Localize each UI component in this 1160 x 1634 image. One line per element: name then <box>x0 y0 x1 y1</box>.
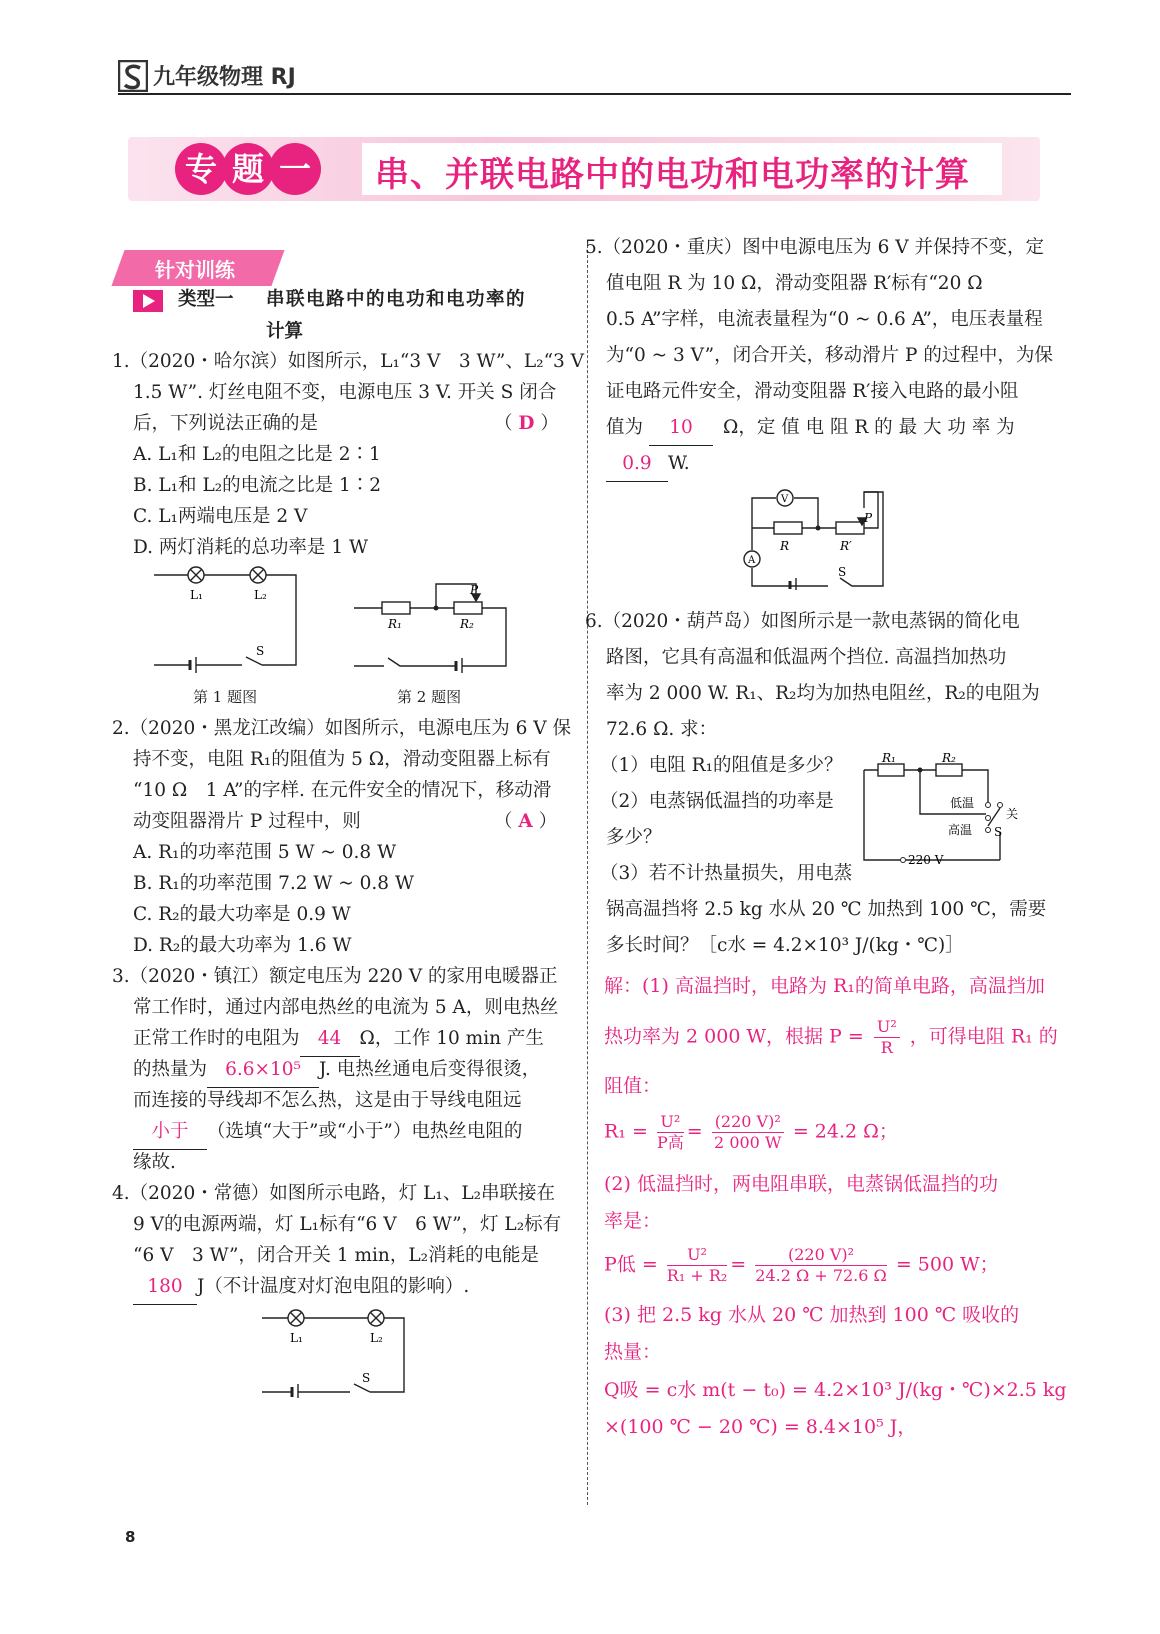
q6-sub3-line1: （3）若不计热量损失，用电蒸 <box>600 863 853 884</box>
svg-text:L₁: L₁ <box>290 1331 303 1345</box>
circuit-fig-2 <box>350 578 510 673</box>
sol-line6: (3) 把 2.5 kg 水从 20 ℃ 加热到 100 ℃ 吸收的 <box>604 1304 1020 1326</box>
q6-line4: 72.6 Ω. 求： <box>606 719 718 740</box>
svg-text:V: V <box>781 494 789 505</box>
q4-line1: 4.（2020・常德）如图所示电路，灯 L₁、L₂串联接在 <box>112 1183 556 1204</box>
q2-answer: （ A ） <box>494 811 558 832</box>
sol-frac-den: R <box>880 1038 893 1057</box>
q3-blank-2: 6.6×10⁵ <box>207 1054 319 1088</box>
q3-line3-text-a: 正常工作时的电阻为 <box>133 1028 300 1049</box>
sol-line3: 阻值： <box>604 1075 662 1097</box>
svg-text:S: S <box>994 825 1003 839</box>
header-rule <box>118 93 1071 95</box>
sol-frac-num: U² <box>874 1017 900 1038</box>
q2-line1: 2.（2020・黑龙江改编）如图所示，电源电压为 6 V 保 <box>112 718 572 739</box>
sol-eq1-den2: 2 000 W <box>714 1133 782 1152</box>
q5-line5: 证电路元件安全，滑动变阻器 R′接入电路的最小阻 <box>606 381 1019 402</box>
sol-eq2: P低 = $\frac{\text{U²}}{\text{R₁ + R₂}}$ = $\frac{\text{(220 V)²}}{24.2 \Omega + 72.6 \Omega}$ = 500 W； <box>604 1245 999 1285</box>
q1-option-a: A. L₁和 L₂的电阻之比是 2∶1 <box>133 444 381 465</box>
q2-option-c: C. R₂的最大功率是 0.9 W <box>133 904 351 925</box>
q2-line3: “10 Ω 1 A”的字样. 在元件安全的情况下，移动滑 <box>133 780 552 801</box>
banner-circle-1: 专 <box>175 143 227 195</box>
q3-line6 <box>133 1116 522 1150</box>
q3-line4 <box>133 1054 540 1088</box>
q1-option-c: C. L₁两端电压是 2 V <box>133 506 308 527</box>
fig6-off-label: 关 <box>1006 807 1019 821</box>
q5-line1: 5.（2020・重庆）图中电源电压为 6 V 并保持不变，定 <box>585 237 1045 258</box>
sol-line2-text-a: 热功率为 2 000 W，根据 P = <box>604 1025 864 1048</box>
q3-blank-1: 44 <box>300 1023 360 1057</box>
q6-sub2-line2: 多少？ <box>606 827 662 848</box>
sol-eq1-num2: (220 V)² <box>712 1112 784 1133</box>
svg-text:R₂: R₂ <box>460 617 474 631</box>
sol-line2 <box>604 1017 1058 1058</box>
q1-option-d: D. 两灯消耗的总功率是 1 W <box>133 537 368 558</box>
q1-line3: 后，下列说法正确的是 <box>133 413 319 434</box>
q3-line5: 而连接的导线却不怎么热，这是由于导线电阻远 <box>133 1090 522 1111</box>
q4-line4 <box>133 1271 469 1305</box>
q4-line4-text: J（不计温度对灯泡电阻的影响）. <box>197 1276 470 1297</box>
q6-line3: 率为 2 000 W. R₁、R₂均为加热电阻丝，R₂的电阻为 <box>606 683 1040 704</box>
circuit-fig-5 <box>738 488 888 590</box>
sol-eq2-result: = 500 W； <box>895 1253 999 1276</box>
q3-line3 <box>133 1023 544 1057</box>
svg-text:S: S <box>838 565 847 579</box>
column-divider <box>587 240 588 1505</box>
q3-line7: 缘故. <box>133 1152 176 1173</box>
q2-answer-value: A <box>518 811 533 832</box>
banner-circle-3: 一 <box>269 143 321 195</box>
sol-power-fraction <box>874 1017 900 1058</box>
q2-option-a: A. R₁的功率范围 5 W ~ 0.8 W <box>133 842 397 863</box>
q6-sub2-line1: （2）电蒸锅低温挡的功率是 <box>600 791 834 812</box>
circuit-fig-1 <box>150 565 300 675</box>
q5-line2: 值电阻 R 为 10 Ω，滑动变阻器 R′标有“20 Ω <box>606 273 983 294</box>
q5-line4: 为“0 ~ 3 V”，闭合开关，移动滑片 P 的过程中，为保 <box>606 345 1053 366</box>
q6-sub3-line2: 锅高温挡将 2.5 kg 水从 20 ℃ 加热到 100 ℃，需要 <box>606 899 1047 920</box>
q1-answer-value: D <box>518 413 535 434</box>
sol-line5: 率是： <box>604 1210 662 1232</box>
sol-eq2-num2: (220 V)² <box>755 1245 887 1266</box>
q6-line1: 6.（2020・葫芦岛）如图所示是一款电蒸锅的简化电 <box>585 611 1020 632</box>
circuit-fig-6 <box>860 752 1030 867</box>
svg-text:L₂: L₂ <box>370 1331 383 1345</box>
q3-blank-3: 小于 <box>133 1116 207 1150</box>
q5-line7 <box>606 448 690 482</box>
svg-text:L₁: L₁ <box>190 588 203 602</box>
q2-option-b: B. R₁的功率范围 7.2 W ~ 0.8 W <box>133 873 414 894</box>
q2-fig-caption: 第 2 题图 <box>397 688 462 706</box>
sol-eq1-result: = 24.2 Ω； <box>792 1120 898 1143</box>
q2-line4: 动变阻器滑片 P 过程中，则 <box>133 811 361 832</box>
sol-line9: ×(100 ℃ − 20 ℃) = 8.4×10⁵ J， <box>604 1416 917 1438</box>
q4-line2: 9 V的电源两端，灯 L₁标有“6 V 6 W”，灯 L₂标有 <box>133 1214 562 1235</box>
q5-blank-1: 10 <box>649 412 713 446</box>
sol-line4: (2) 低温挡时，两电阻串联，电蒸锅低温挡的功 <box>604 1173 998 1195</box>
sol-eq2-den2: 24.2 Ω + 72.6 Ω <box>755 1266 887 1285</box>
q6-line2: 路图，它具有高温和低温两个挡位. 高温挡加热功 <box>606 647 1007 668</box>
banner-title: 串、并联电路中的电功和电功率的计算 <box>375 155 970 195</box>
q5-blank-2: 0.9 <box>606 448 668 482</box>
q6-sub1: （1）电阻 R₁的阻值是多少？ <box>600 755 843 776</box>
fig6-voltage-label: 220 V <box>908 853 944 867</box>
header-title: 九年级物理 RJ <box>153 65 296 90</box>
q1-fig-caption: 第 1 题图 <box>193 688 258 706</box>
sol-eq1-lhs: R₁ = <box>604 1120 648 1143</box>
q1-answer: （ D ） <box>494 413 559 434</box>
svg-text:A: A <box>748 555 756 566</box>
page-number: 8 <box>125 1528 136 1546</box>
fig6-low-label: 低温 <box>950 796 975 810</box>
type1-title-line2: 计算 <box>266 321 304 342</box>
play-icon <box>133 290 163 312</box>
sol-eq1: R₁ = U² P高 = $\frac{\text{(220 V)²}}{2 000 W}$ = 24.2 Ω； <box>604 1112 898 1152</box>
svg-text:R: R <box>780 539 790 553</box>
q5-line3: 0.5 A”字样，电流表量程为“0 ~ 0.6 A”，电压表量程 <box>606 309 1043 330</box>
sol-eq2-num1: U² <box>667 1245 728 1266</box>
svg-text:R₁: R₁ <box>388 617 402 631</box>
q3-line3-text-b: Ω，工作 10 min 产生 <box>359 1028 544 1049</box>
q5-line7-text: W. <box>668 453 690 474</box>
q3-line4-text-a: 的热量为 <box>133 1059 208 1080</box>
q3-line1: 3.（2020・镇江）额定电压为 220 V 的家用电暖器正 <box>112 966 558 987</box>
sol-line8: Q吸 = c水 m(t − t₀) = 4.2×10³ J/(kg・℃)×2.5 kg <box>604 1379 1067 1401</box>
svg-text:R₁: R₁ <box>882 752 896 765</box>
svg-text:L₂: L₂ <box>254 588 267 602</box>
type1-title-line1: 串联电路中的电功和电功率的 <box>266 289 527 310</box>
q6-sub3-line3: 多长时间？［c水 = 4.2×10³ J/(kg・℃)］ <box>606 935 964 956</box>
q1-line2: 1.5 W”. 灯丝电阻不变，电源电压 3 V. 开关 S 闭合 <box>133 382 557 403</box>
svg-text:P: P <box>864 511 873 525</box>
svg-text:S: S <box>362 1371 371 1385</box>
svg-text:P: P <box>470 583 479 597</box>
q3-line4-text-b: J. 电热丝通电后变得很烫， <box>319 1059 541 1080</box>
sol-eq1-num1: U² <box>657 1112 684 1133</box>
q5-line6 <box>606 412 1015 446</box>
sol-line2-text-b: ，可得电阻 R₁ 的 <box>909 1025 1058 1048</box>
svg-text:R′: R′ <box>840 539 852 553</box>
q4-line3: “6 V 3 W”，闭合开关 1 min，L₂消耗的电能是 <box>133 1245 540 1266</box>
sol-eq2-den1: R₁ + R₂ <box>666 1266 728 1285</box>
q3-line6-text: （选填“大于”或“小于”）电热丝电阻的 <box>207 1121 523 1142</box>
q3-line2: 常工作时，通过内部电热丝的电流为 5 A，则电热丝 <box>133 997 559 1018</box>
sol-eq1-den1: P高 <box>656 1133 684 1152</box>
practice-tag-label: 针对训练 <box>155 258 235 282</box>
sol-line7: 热量： <box>604 1341 662 1363</box>
sol-eq2-lhs: P低 = <box>604 1253 658 1276</box>
banner-circle-2: 题 <box>222 143 274 195</box>
q4-blank-1: 180 <box>133 1271 197 1305</box>
q2-option-d: D. R₂的最大功率为 1.6 W <box>133 935 352 956</box>
fig6-high-label: 高温 <box>948 823 973 837</box>
svg-text:S: S <box>256 644 265 658</box>
sol-line1: 解：(1) 高温挡时，电路为 R₁的简单电路，高温挡加 <box>604 975 1045 997</box>
q5-line6-text-a: 值为 <box>606 417 644 438</box>
type1-label: 类型一 <box>178 289 234 310</box>
logo-icon <box>118 60 148 92</box>
svg-text:R₂: R₂ <box>942 752 956 765</box>
q1-option-b: B. L₁和 L₂的电流之比是 1∶2 <box>133 475 382 496</box>
circuit-fig-4 <box>258 1308 408 1398</box>
q2-line2: 持不变，电阻 R₁的阻值为 5 Ω，滑动变阻器上标有 <box>133 749 551 770</box>
q1-line1: 1.（2020・哈尔滨）如图所示，L₁“3 V 3 W”、L₂“3 V <box>112 351 585 372</box>
q5-line6-text-b: Ω，定 值 电 阻 R 的 最 大 功 率 为 <box>723 417 1015 438</box>
